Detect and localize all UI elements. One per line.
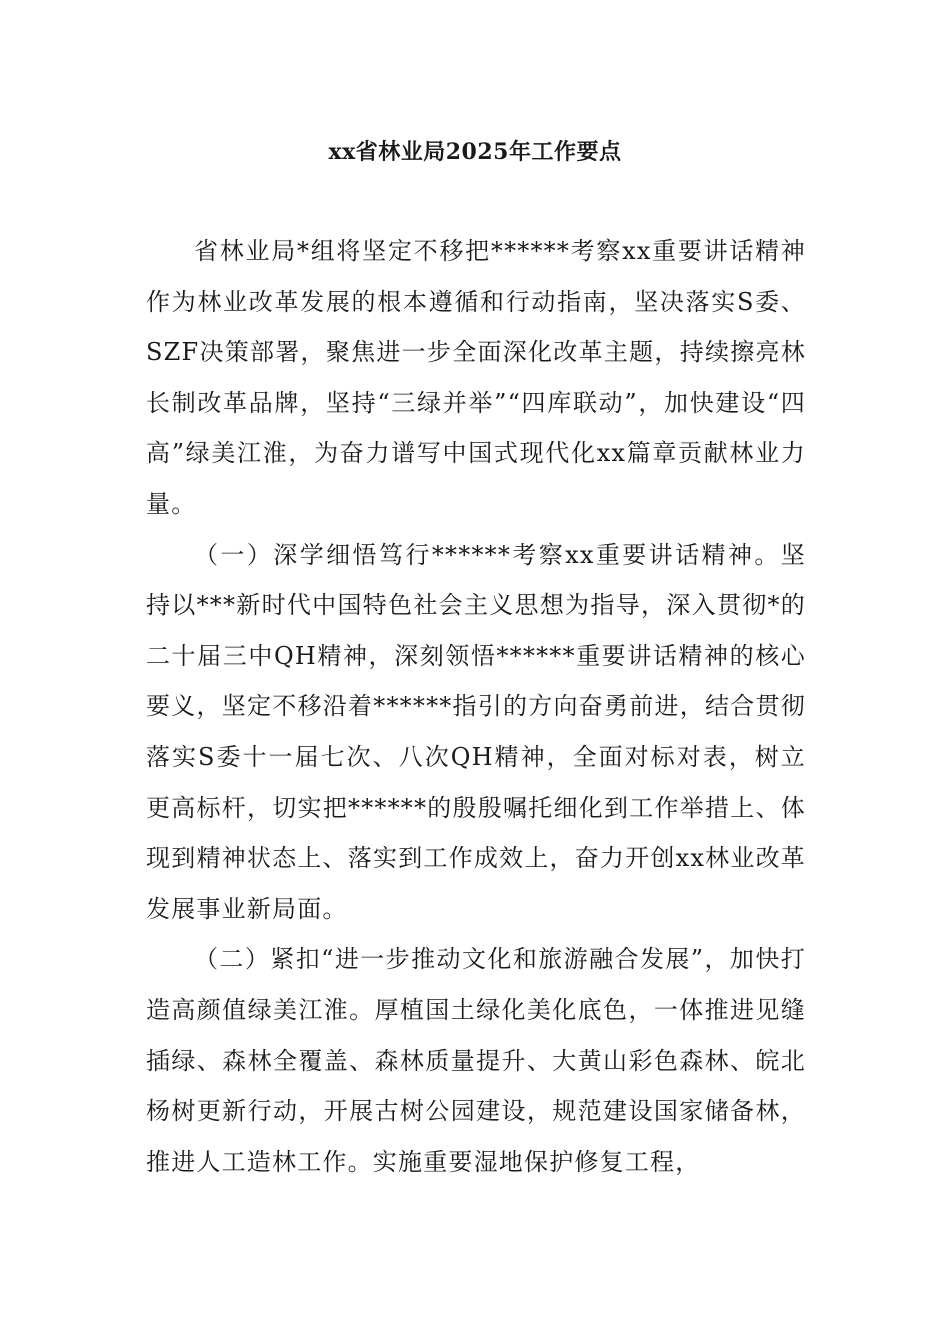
document-body [146,226,806,1187]
paragraph-section-1: （一）深学细悟笃行******考察xx重要讲话精神。坚持以***新时代中国特色社会主义思想为指导，深入贯彻*的二十届三中QH精神，深刻领悟******重要讲话精神的核心要义，坚定不移沿着******指引的方向奋勇前进，结合贯彻落实S委十一届七次、八次QH精神，全面对标对表，树立更高标杆，切实把******的殷殷嘱托细化到工作举措上、体现到精神状态上、落实到工作成效上，奋力开创xx林业改革发展事业新局面。 [146,540,806,923]
paragraph-intro: 省林业局*组将坚定不移把******考察xx重要讲话精神作为林业改革发展的根本遵循和行动指南，坚决落实S委、SZF决策部署，聚焦进一步全面深化改革主题，持续擦亮林长制改革品牌，坚持“三绿并举”“四库联动”，加快建设“四高”绿美江淮，为奋力谱写中国式现代化xx篇章贡献林业力量。 [146,237,806,518]
paragraph-section-2: （二）紧扣“进一步推动文化和旅游融合发展”，加快打造高颜值绿美江淮。厚植国土绿化美化底色，一体推进见缝插绿、森林全覆盖、森林质量提升、大黄山彩色森林、皖北杨树更新行动，开展古树公园建设，规范建设国家储备林，推进人工造林工作。实施重要湿地保护修复工程， [146,945,806,1176]
document-title: xx省林业局2025年工作要点 [328,139,622,165]
